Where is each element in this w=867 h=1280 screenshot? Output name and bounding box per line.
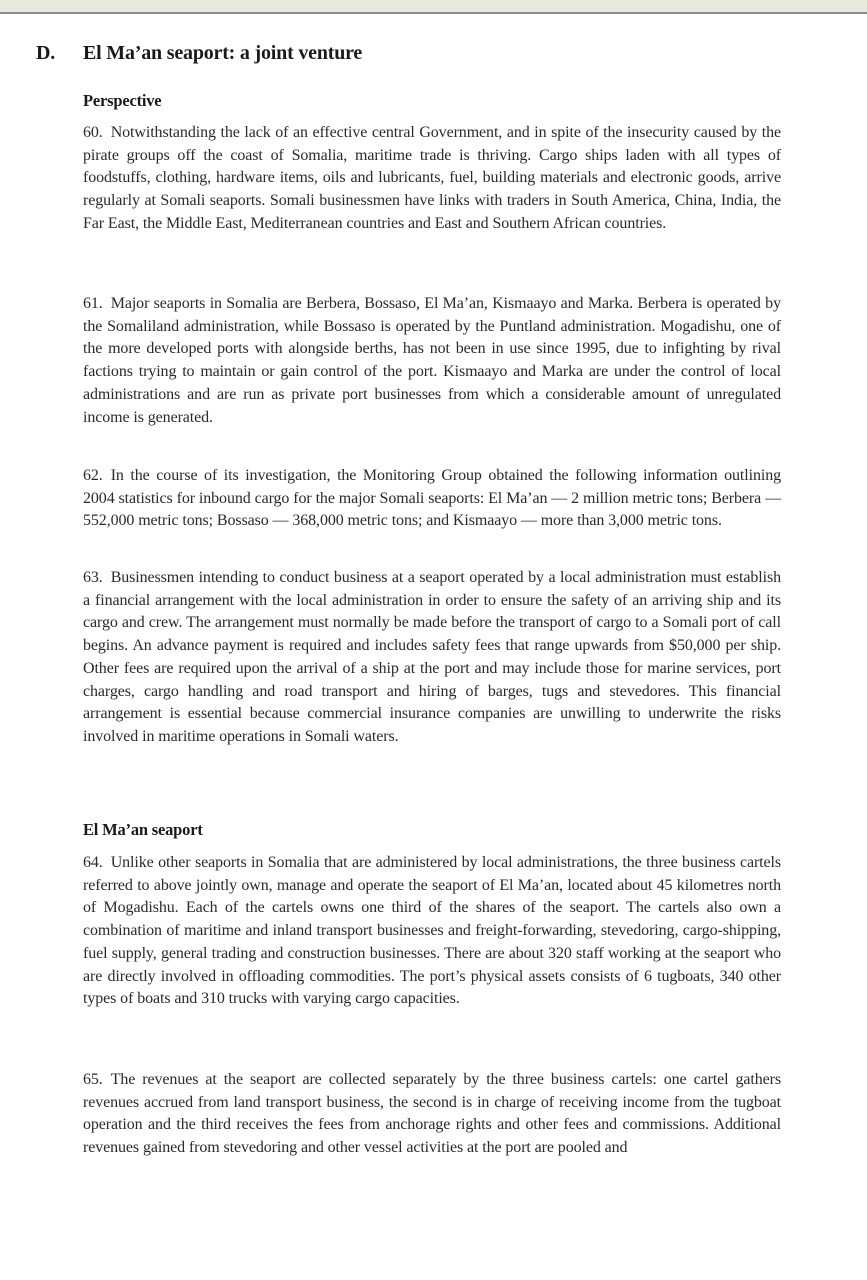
paragraph-60: [83, 122, 781, 236]
viewer-top-bar: [0, 0, 867, 14]
paragraph-number: 62.: [83, 467, 103, 484]
paragraph-text: The revenues at the seaport are collected separately by the three business cartels: one cartel gathers revenues accrued from land transport business, the second is in charge of receiving income from the tugboat operation and the third receives the fees from anchorage rights and other fees and commissions. Additional revenues gained from stevedoring and other vessel activities at the port are pooled and: [83, 1071, 781, 1157]
paragraph-62: [83, 465, 781, 533]
section-title: El Ma’an seaport: a joint venture: [83, 42, 363, 64]
subheading-el-maan-seaport: El Ma’an seaport: [83, 820, 203, 839]
paragraph-number: 65.: [83, 1071, 103, 1088]
paragraph-text: Unlike other seaports in Somalia that are administered by local administrations, the three business cartels referred to above jointly own, manage and operate the seaport of El Ma’an, located about 45 kilometres north of Mogadishu. Each of the cartels owns one third of the shares of the seaport. The cartels also own a combination of maritime and inland transport businesses and freight-forwarding, stevedoring, cargo-shipping, fuel supply, general trading and construction businesses. There are about 320 staff working at the seaport who are directly involved in offloading commodities. The port’s physical assets consists of 6 tugboats, 340 other types of boats and 310 trucks with varying cargo capacities.: [83, 854, 781, 1008]
paragraph-64: [83, 852, 781, 1011]
paragraph-text: Businessmen intending to conduct business at a seaport operated by a local administration must establish a financial arrangement with the local administration in order to ensure the safety of an arriving ship and its cargo and crew. The arrangement must normally be made before the transport of cargo to a Somali port of call begins. An advance payment is required and includes safety fees that range upwards from $50,000 per ship. Other fees are required upon the arrival of a ship at the port and may include those for marine services, port charges, cargo handling and road transport and hiring of barges, tugs and stevedores. This financial arrangement is essential because commercial insurance companies are unwilling to underwrite the risks involved in maritime operations in Somali waters.: [83, 569, 781, 745]
paragraph-text: In the course of its investigation, the Monitoring Group obtained the following information outlining 2004 statistics for inbound cargo for the major Somali seaports: El Ma’an — 2 million metric tons; Berbera — 552,000 metric tons; Bossaso — 368,000 metric tons; and Kismaayo — more than 3,000 metric tons.: [83, 467, 781, 530]
paragraph-number: 61.: [83, 295, 103, 312]
subheading-perspective: Perspective: [83, 91, 162, 110]
section-heading: [36, 42, 362, 65]
paragraph-number: 63.: [83, 569, 103, 586]
paragraph-number: 60.: [83, 124, 103, 141]
document-page: [0, 14, 867, 1280]
paragraph-63: [83, 567, 781, 749]
paragraph-text: Major seaports in Somalia are Berbera, Bossaso, El Ma’an, Kismaayo and Marka. Berbera is operated by the Somaliland administration, while Bossaso is operated by the Puntland administration. Mogadishu, one of the more developed ports with alongside berths, has not been in use since 1995, due to infighting by rival factions trying to maintain or gain control of the port. Kismaayo and Marka are under the control of local administrations and are run as private port businesses from which a considerable amount of unregulated income is generated.: [83, 295, 781, 426]
section-letter: D.: [36, 42, 56, 64]
paragraph-61: [83, 293, 781, 429]
paragraph-text: Notwithstanding the lack of an effective central Government, and in spite of the insecurity caused by the pirate groups off the coast of Somalia, maritime trade is thriving. Cargo ships laden with all types of foodstuffs, clothing, hardware items, oils and lubricants, fuel, building materials and electronic goods, arrive regularly at Somali seaports. Somali businessmen have links with traders in South America, China, India, the Far East, the Middle East, Mediterranean countries and East and Southern African countries.: [83, 124, 781, 232]
paragraph-65: [83, 1069, 781, 1160]
paragraph-number: 64.: [83, 854, 103, 871]
